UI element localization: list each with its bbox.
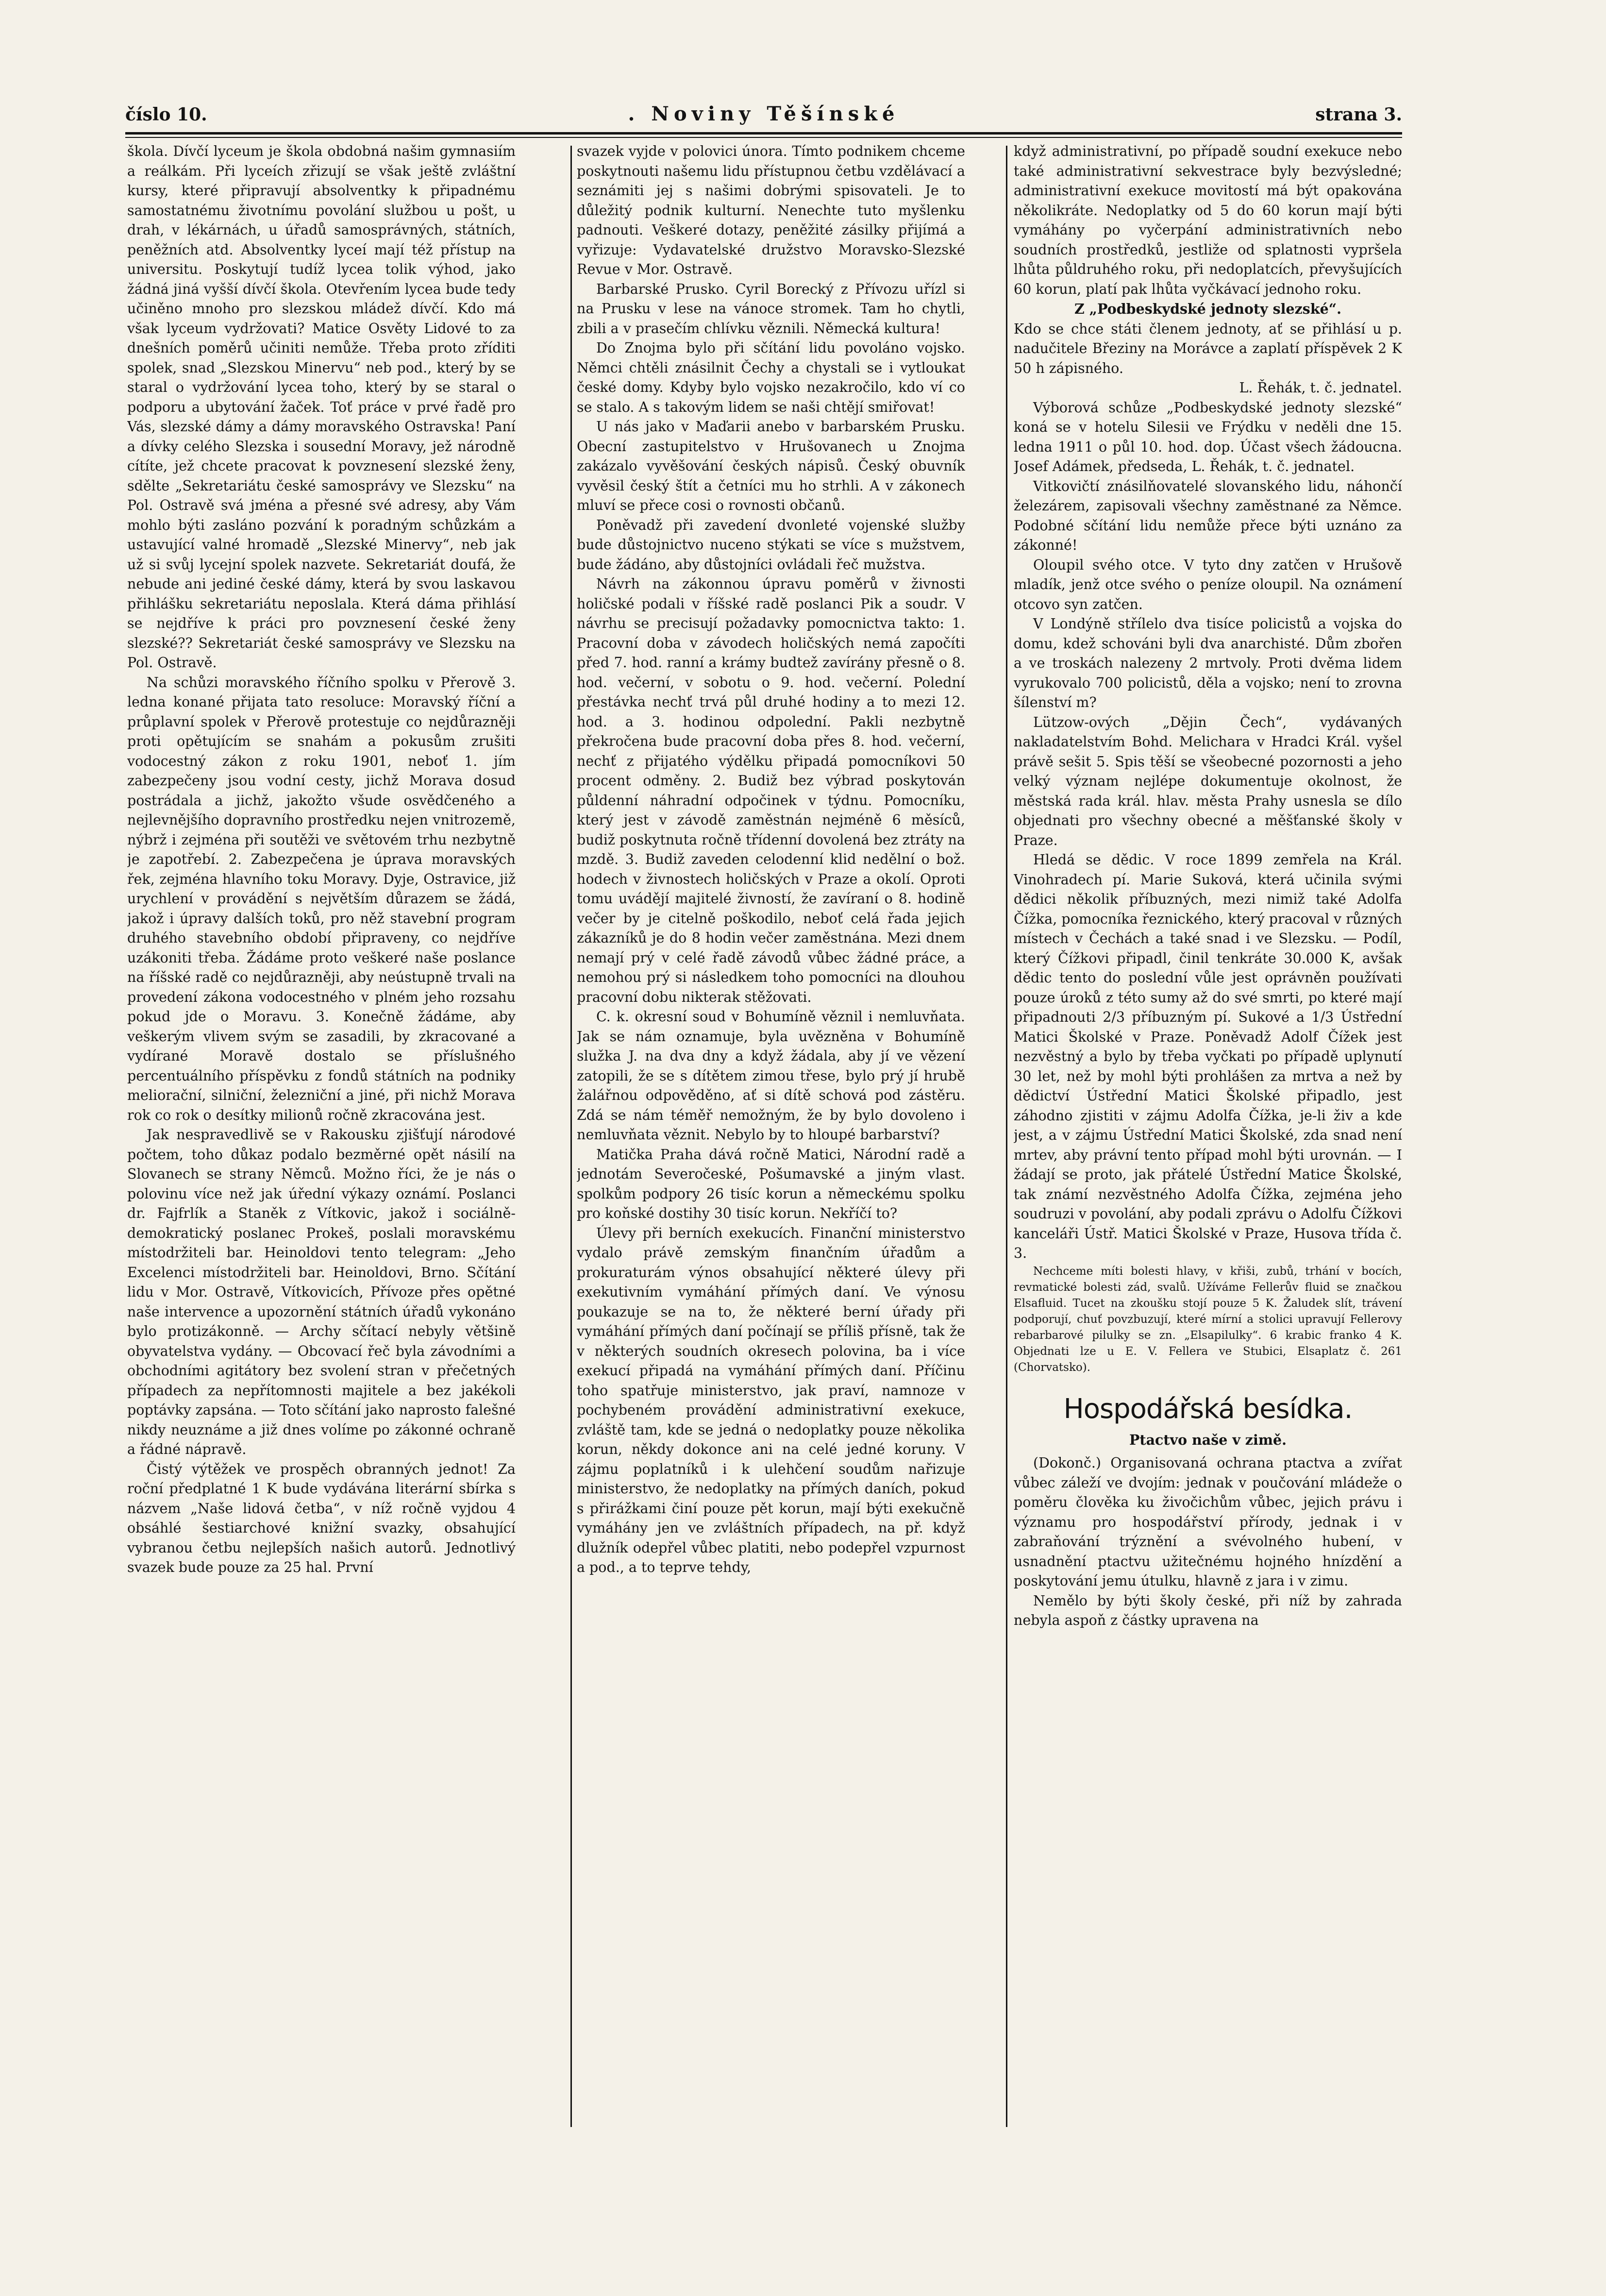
article-tax-relief: Úlevy při berních exekucích. Finanční ministerstvo vydalo právě zemským finančním úřadům a prokuraturám výnos obsahující některé úlevy při exekutivním vymáhání přímých daní. Ve výnosu poukazuje se na to, že některé berní úřady při vymáhání přímých daní počínají se příliš přísně, tak že v některých soudních okresech polovina, ba i více exekucí připadá na vymáhání přímých daní. Příčinu toho spatřuje ministerstvo, jak praví, namnoze v pochybeném provádění administrativní exekuce, zvláště tam, kde se jedná o nedoplatky pouze několika korun, někdy dokonce ani na celé jedné koruny. V zájmu poplatníků i k ulehčení soudům nařizuje ministerstvo, že nedoplatky na přímých daních, pokud s přirážkami činí pouze pět korun, mají býti exekučně vymáhány jen ve zvláštních případech, na př. když dlužník odepřel vůbec platiti, nebo podepřel vzpurnost a pod., a to teprve tehdy, xyxy=(577,1225,965,1575)
header-rule-thick xyxy=(125,132,1402,135)
article-history-bohemia: Lützow-ových „Dějin Čech“, vydávaných nakladatelstvím Bohd. Melichara v Hradci Král. vyšel právě sešit 5. Spis těší se všeobecné pozornosti a jeho velký význam nejlépe dokumentuje okolnost, že městská rada král. hlav. města Prahy usnesla se dílo objednati pro všechny obecné a měšťanské školy v Praze. xyxy=(1014,714,1402,848)
article-heir-search: Hledá se dědic. V roce 1899 zemřela na Král. Vinohradech pí. Marie Suková, která učinila svými dědici několik příbuzných, mezi nimiž také Adolfa Čížka, pomocníka řeznického, který pracoval v různých místech v Čechách a také snad i ve Slezsku. — Podíl, který Čížkovi připadl, činil tenkráte 30.000 K, avšak dědic tento do poslední vůle jest oprávněn používati pouze úroků z této sumy až do své smrti, po které mají připadnouti 2/3 příbuzným pí. Sukové a 1/3 Ústřední Matici Školské v Praze. Poněvadž Adolf Čížek jest nezvěstný a bylo by třeba vyčkati po případě uplynutí 30 let, než by mohl býti prohlášen za mrtva a než by dědictví Ústřední Matici Školské připadlo, jest záhodno zjistiti v zájmu Adolfa Čížka, je-li živ a kde jest, a v zájmu Ústřední Matici Školské, zda snad není mrtev, aby právní tento případ mohl býti urovnán. — I žádají se proto, jak přátelé Ústřední Matice Školské, tak známí nezvěstného Adolfa Čížka, zejména jeho soudruzi v povolání, aby podali zprávu o Adolfu Čížkovi kanceláři Ústř. Matici Školské v Praze, Husova třída č. 3. xyxy=(1014,852,1402,1261)
article-london-shooting: V Londýně střílelo dva tisíce policistů a vojska do domu, kdež schováni byli dva anarchisté. Dům zbořen a ve troskách nalezeny 2 mrtvoly. Proti dvěma lidem vyrukovalo 700 policistů, děla a vojsko; není to zrovna šílenství m? xyxy=(1014,616,1402,710)
column-2 xyxy=(577,142,965,2128)
notice-signature: L. Řehák, t. č. jednatel. xyxy=(1239,380,1402,396)
article-census-injustice: Jak nespravedlivě se v Rakousku zjišťují národové počtem, toho důkaz podalo bezměrné opět násilí na Slovanech se strany Němců. Možno říci, že je nás o polovinu více než jak úřední výkazy oznámí. Poslanci dr. Fajfrlík a Staněk z Vítkovic, jakož i sociálně-demokratický poslanec Prokeš, poslali moravskému místodržiteli bar. Heinoldovi tento telegram: „Jeho Excelenci místodržiteli bar. Heinoldovi, Brno. Sčítání lidu v Mor. Ostravě, Vítkovicích, Přívoze přes opětné naše intervence a upozornění státních úřadů vykonáno bylo protizákonně. — Archy sčítací nebyly většině obyvatelstva vydány. — Obcovací řeč byla závodními a obchodními agitátory bez svolení stran v přečetných případech za nepřítomnosti majitele a bez jakékoli poptávky zapsána. — Toto sčítání jako naprosto falešné nikdy neuznáme a již dnes volíme po zákonné ochraně a řádné nápravě. xyxy=(127,1127,516,1457)
notice-title: Z „Podbeskydské jednoty slezské“. xyxy=(1074,301,1342,317)
article-vitkovice-census: Vitkovičtí znásilňovatelé slovanského lidu, náhončí železárem, zapisovali všechny zaměstnané za Němce. Podobné sčítání lidu nemůže přece býti uznáno za zákonné! xyxy=(1014,478,1402,553)
newspaper-title: . Noviny Těšínské xyxy=(628,102,900,125)
article-bohumin-court: C. k. okresní soud v Bohumíně věznil i nemluvňata. Jak se nám oznamuje, byla uvězněna v Bohumíně služka J. na dva dny a když žádala, aby jí ve vězení zatopili, že se s dítětem zimou třese, bylo prý jí hrubě žalářnou odpověděno, ať si dítě schová pod zástěru. Zdá se nám téměř nemožným, že by bylo dovoleno i nemluvňata věznit. Nebylo by to hloupé barbarství? xyxy=(577,1009,965,1143)
column-divider-2 xyxy=(1006,146,1007,2127)
article-hrusovany: U nás jako v Maďarii anebo v barbarském Prusku. Obecní zastupitelstvo v Hrušovanech u Znojma zakázalo vyvěšování českých nápisů. Český obuvník vyvěsil český štít a četníci mu ho strhli. A v zákonech mluví se přece cosi o rovnosti občanů. xyxy=(577,419,965,513)
issue-number: číslo 10. xyxy=(125,104,207,125)
article-robbed-father: Oloupil svého otce. V tyto dny zatčen v Hrušově mladík, jenž otce svého o peníze oloupil. Na oznámení otcovo syn zatčen. xyxy=(1014,557,1402,612)
article-lyceum: škola. Dívčí lyceum je škola obdobná našim gymnasiím a reálkám. Při lyceích zřizují se však ještě zvláštní kursy, které připravují absolventky k připadnému samostatnému životnímu povolání službou u pošt, u drah, v lékárnách, u úřadů samosprávných, státních, peněžních atd. Absolventky lyceí mají též přístup na universitu. Poskytují tudíž lycea tolik výhod, jako žádná jiná vyšší dívčí škola. Otevřením lycea bude tedy učiněno mnoho pro slezskou mládež dívčí. Kdo má však lyceum vydržovati? Matice Osvěty Lidové to za dnešních poměrů učiniti nemůže. Třeba proto zříditi spolek, snad „Slezskou Minervu“ neb pod., který by se staral o vydržování lycea toho, který by se staral o podporu a ubytování žaček. Toť práce v prvé řadě pro Vás, slezské dámy a dámy moravského Ostravska! Paní a dívky celého Slezska i sousední Moravy, jež národně cítíte, jež chcete pracovat k povznesení slezské ženy, sdělte „Sekretariátu české samosprávy ve Slezsku“ na Pol. Ostravě svá jména a přesné své adresy, aby Vám mohlo býti zasláno pozvání k poradným schůzkám a ustavující valné hromadě „Slezské Minervy“, neb jak už si svůj lycejní spolek nazvete. Sekretariát doufá, že nebude ani jediné české dámy, která by svou laskavou přihlášku sekretariátu neposlala. Která dáma přihlásí se nejdříve k práci pro povznesení české ženy slezské?? Sekretariát české samosprávy ve Slezsku na Pol. Ostravě. xyxy=(127,143,516,671)
article-committee-meeting: Výborová schůze „Podbeskydské jednoty slezské“ koná se v hotelu Silesii ve Frýdku v neděli dne 15. ledna 1911 o půl 10. hod. dop. Účast všech žádoucna. Josef Adámek, předseda, L. Řehák, t. č. jednatel. xyxy=(1014,399,1402,474)
article-literary-collection: Čistý výtěžek ve prospěch obranných jednot! Za roční předplatné 1 K bude vydávána literární sbírka s názvem „Naše lidová četba“, v níž ročně vyjdou 4 obsáhlé šestiarchové knižní svazky, obsahující vybranou četbu nejlepších našich autorů. Jednotlivý svazek bude pouze za 25 hal. První xyxy=(127,1461,516,1575)
column-3 xyxy=(1014,142,1402,2128)
article-znojmo-census: Do Znojma bylo při sčítání lidu povoláno vojsko. Němci chtěli znásilnit Čechy a chystali se i vytloukat české domy. Kdyby bylo vojsko nezakročilo, kdo ví co se stalo. A s takovým lidem se naši chtějí smiřovat! xyxy=(577,340,965,415)
section-subtitle: Ptactvo naše v zimě. xyxy=(1129,1431,1287,1448)
article-river-association: Na schůzi moravského říčního spolku v Přerově 3. ledna konané přijata tato resoluce: Moravský říční a průplavní spolek v Přerově protestuje co nejdůrazněji proti opětujícím se snahám a pokusům zrušiti vodocestný zákon z roku 1901, neboť 1. jím zabezpečeny jsou vodní cesty, jichž Morava dosud postrádala a jichž, jakožto všude osvědčeného a nejlevnějšího dopravního prostředku nejen vnitrozemě, nýbrž i zejména při soutěži ve světovém trhu nezbytně je zapotřebí. 2. Zabezpečena je úprava moravských řek, zejména hlavního toku Moravy. Dyje, Ostravice, již urychlení v provádění s největším důrazem se žádá, jakož i úpravy dalších toků, pro něž stavební program druhého stavebního období připraveny, co nejdříve uzákoniti třeba. Žádáme proto veškeré naše poslance na říšské radě co nejdůrazněji, aby neústupně trvali na provedení zákona vodocestného v plném jeho rozsahu pokud jde o Moravu. 3. Konečně žádáme, aby veškerým vlivem svým se zasadili, by zkracované a vydírané Moravě dostalo se příslušného percentuálního příspěvku z fondů státních na podniky meliorační, silniční, železniční a jiné, při nichž Morava rok co rok o desítky milionů ročně zkracována jest. xyxy=(127,674,516,1123)
page-number: strana 3. xyxy=(1315,104,1402,125)
article-barbers-proposal: Návrh na zákonnou úpravu poměrů v živnosti holičské podali v říšské radě poslanci Pik a soudr. V návrhu se precisují požadavky pomocnictva takto: 1. Pracovní doba v závodech holičských nemá započíti před 7. hod. ranní a krámy budtež zavírány přesně o 8. hod. večerní, v sobotu o 9. hod. večerní. Polední přestávka nechť trvá půl druhé hodiny a to mezi 12. hod. a 3. hodinou odpolední. Pakli nezbytně překročena bude pracovní doba přes 8. hod. večerní, nechť z přijatého výdělku připadá pomocníkovi 50 procent odměny. 2. Budiž bez výbrad poskytován půldenní náhradní odpočinek v týdnu. Pomocníku, který jest v závodě zaměstnán nejméně 6 měsíců, budiž poskytnuta ročně třídenní dovolená bez ztráty na mzdě. 3. Budiž zaveden celodenní klid nedělní o bož. hodech v živnostech holičských v Praze a okolí. Oproti tomu uvádějí majitelé živností, že zavíraní o 8. hodině večer by je citelně poškodilo, neboť celá řada jejich zákazníků je do 8 hodin večer zaměstnána. Mezi dnem nemají prý v celé řadě závodů vůbec žádné práce, a nemohou prý si následkem toho pomocníci na dlouhou pracovní dobu nikterak stěžovati. xyxy=(577,576,965,1005)
page-header xyxy=(125,100,1402,134)
section-title: Hospodářská besídka. xyxy=(1063,1393,1353,1425)
article-bird-protection: (Dokonč.) Organisovaná ochrana ptactva a zvířat vůbec záleží ve dvojím: jednak v poučování mládeže o poměru člověka ku živočichům vůbec, jejich právu i významu pro hospodářství přírody, jednak i v zabraňování trýznění a svévolného hubení, v usnadnění ptactvu užitečnému hojného hnízdění a poskytování jemu útulku, hlavně z jara i v zimu. xyxy=(1014,1455,1402,1589)
article-military-service: Poněvadž při zavedení dvonleté vojenské služby bude důstojnictvo nuceno stýkati se více s mužstvem, bude žádáno, aby důstojníci ovládali řeč mužstva. xyxy=(577,517,965,573)
article-school-garden: Nemělo by býti školy české, při níž by zahrada nebyla aspoň z částky upravena na xyxy=(1014,1592,1402,1628)
advertisement-feller: Nechceme míti bolesti hlavy, v křiši, zubů, trhání v bocích, revmatické bolesti zád, svalů. Užíváme Fellerův fluid se značkou Elsafluid. Tucet na zkoušku stojí pouze 5 K. Žaludek slít, trávení podporují, chuť povzbuzují, které mírní a stolici upravují Fellerovy rebarbarové pilulky se zn. „Elsapilulky“. 6 krabic franko 4 K. Objednati lze u E. V. Fellera ve Stubici, Elsaplatz č. 261 (Chorvatsko). xyxy=(1014,1265,1402,1374)
header-rule-thin xyxy=(125,137,1402,138)
column-1 xyxy=(127,142,516,2128)
article-prague-subsidies: Matička Praha dává ročně Matici, Národní radě a jednotám Severočeské, Pošumavské a jiným vlast. spolkům podpory 26 tisíc korun a německému spolku pro koňské dostihy 30 tisíc korun. Nekříčí to? xyxy=(577,1146,965,1221)
article-literary-collection-cont: svazek vyjde v polovici února. Tímto podnikem chceme poskytnouti našemu lidu přístupnou četbu vzdělávací a seznámiti jej s našimi dobrými spisovateli. Je to důležitý podnik kulturní. Nenechte tuto myšlenku padnouti. Veškeré dotazy, peněžité zásilky přijímá a vyřizuje: Vydavatelské družstvo Moravsko-Slezské Revue v Mor. Ostravě. xyxy=(577,143,965,277)
notice-body: Kdo se chce státi členem jednoty, ať se přihlásí u p. nadučitele Březiny na Morávce a zaplatí příspěvek 2 K 50 h zápisného. xyxy=(1014,321,1402,376)
article-barbaric-prussia: Barbarské Prusko. Cyril Borecký z Přívozu uřízl si na Prusku v lese na vánoce stromek. Tam ho chytli, zbili a v prasečím chlívku věznili. Německá kultura! xyxy=(577,281,965,337)
column-divider-1 xyxy=(570,146,572,2127)
article-tax-relief-cont: když administrativní, po případě soudní exekuce nebo také administrativní sekvestrace byly bezvýsledné; administrativní exekuce movitostí má být opakována několikráte. Nedoplatky od 5 do 60 korun mají býti vymáhány po vyčerpání administrativních nebo soudních prostředků, jestliže od splatnosti vypršela lhůta půldruhého roku, při nedoplatcích, převyšujících 60 korun, platí pak lhůta vyčkávací jednoho roku. xyxy=(1014,143,1402,297)
